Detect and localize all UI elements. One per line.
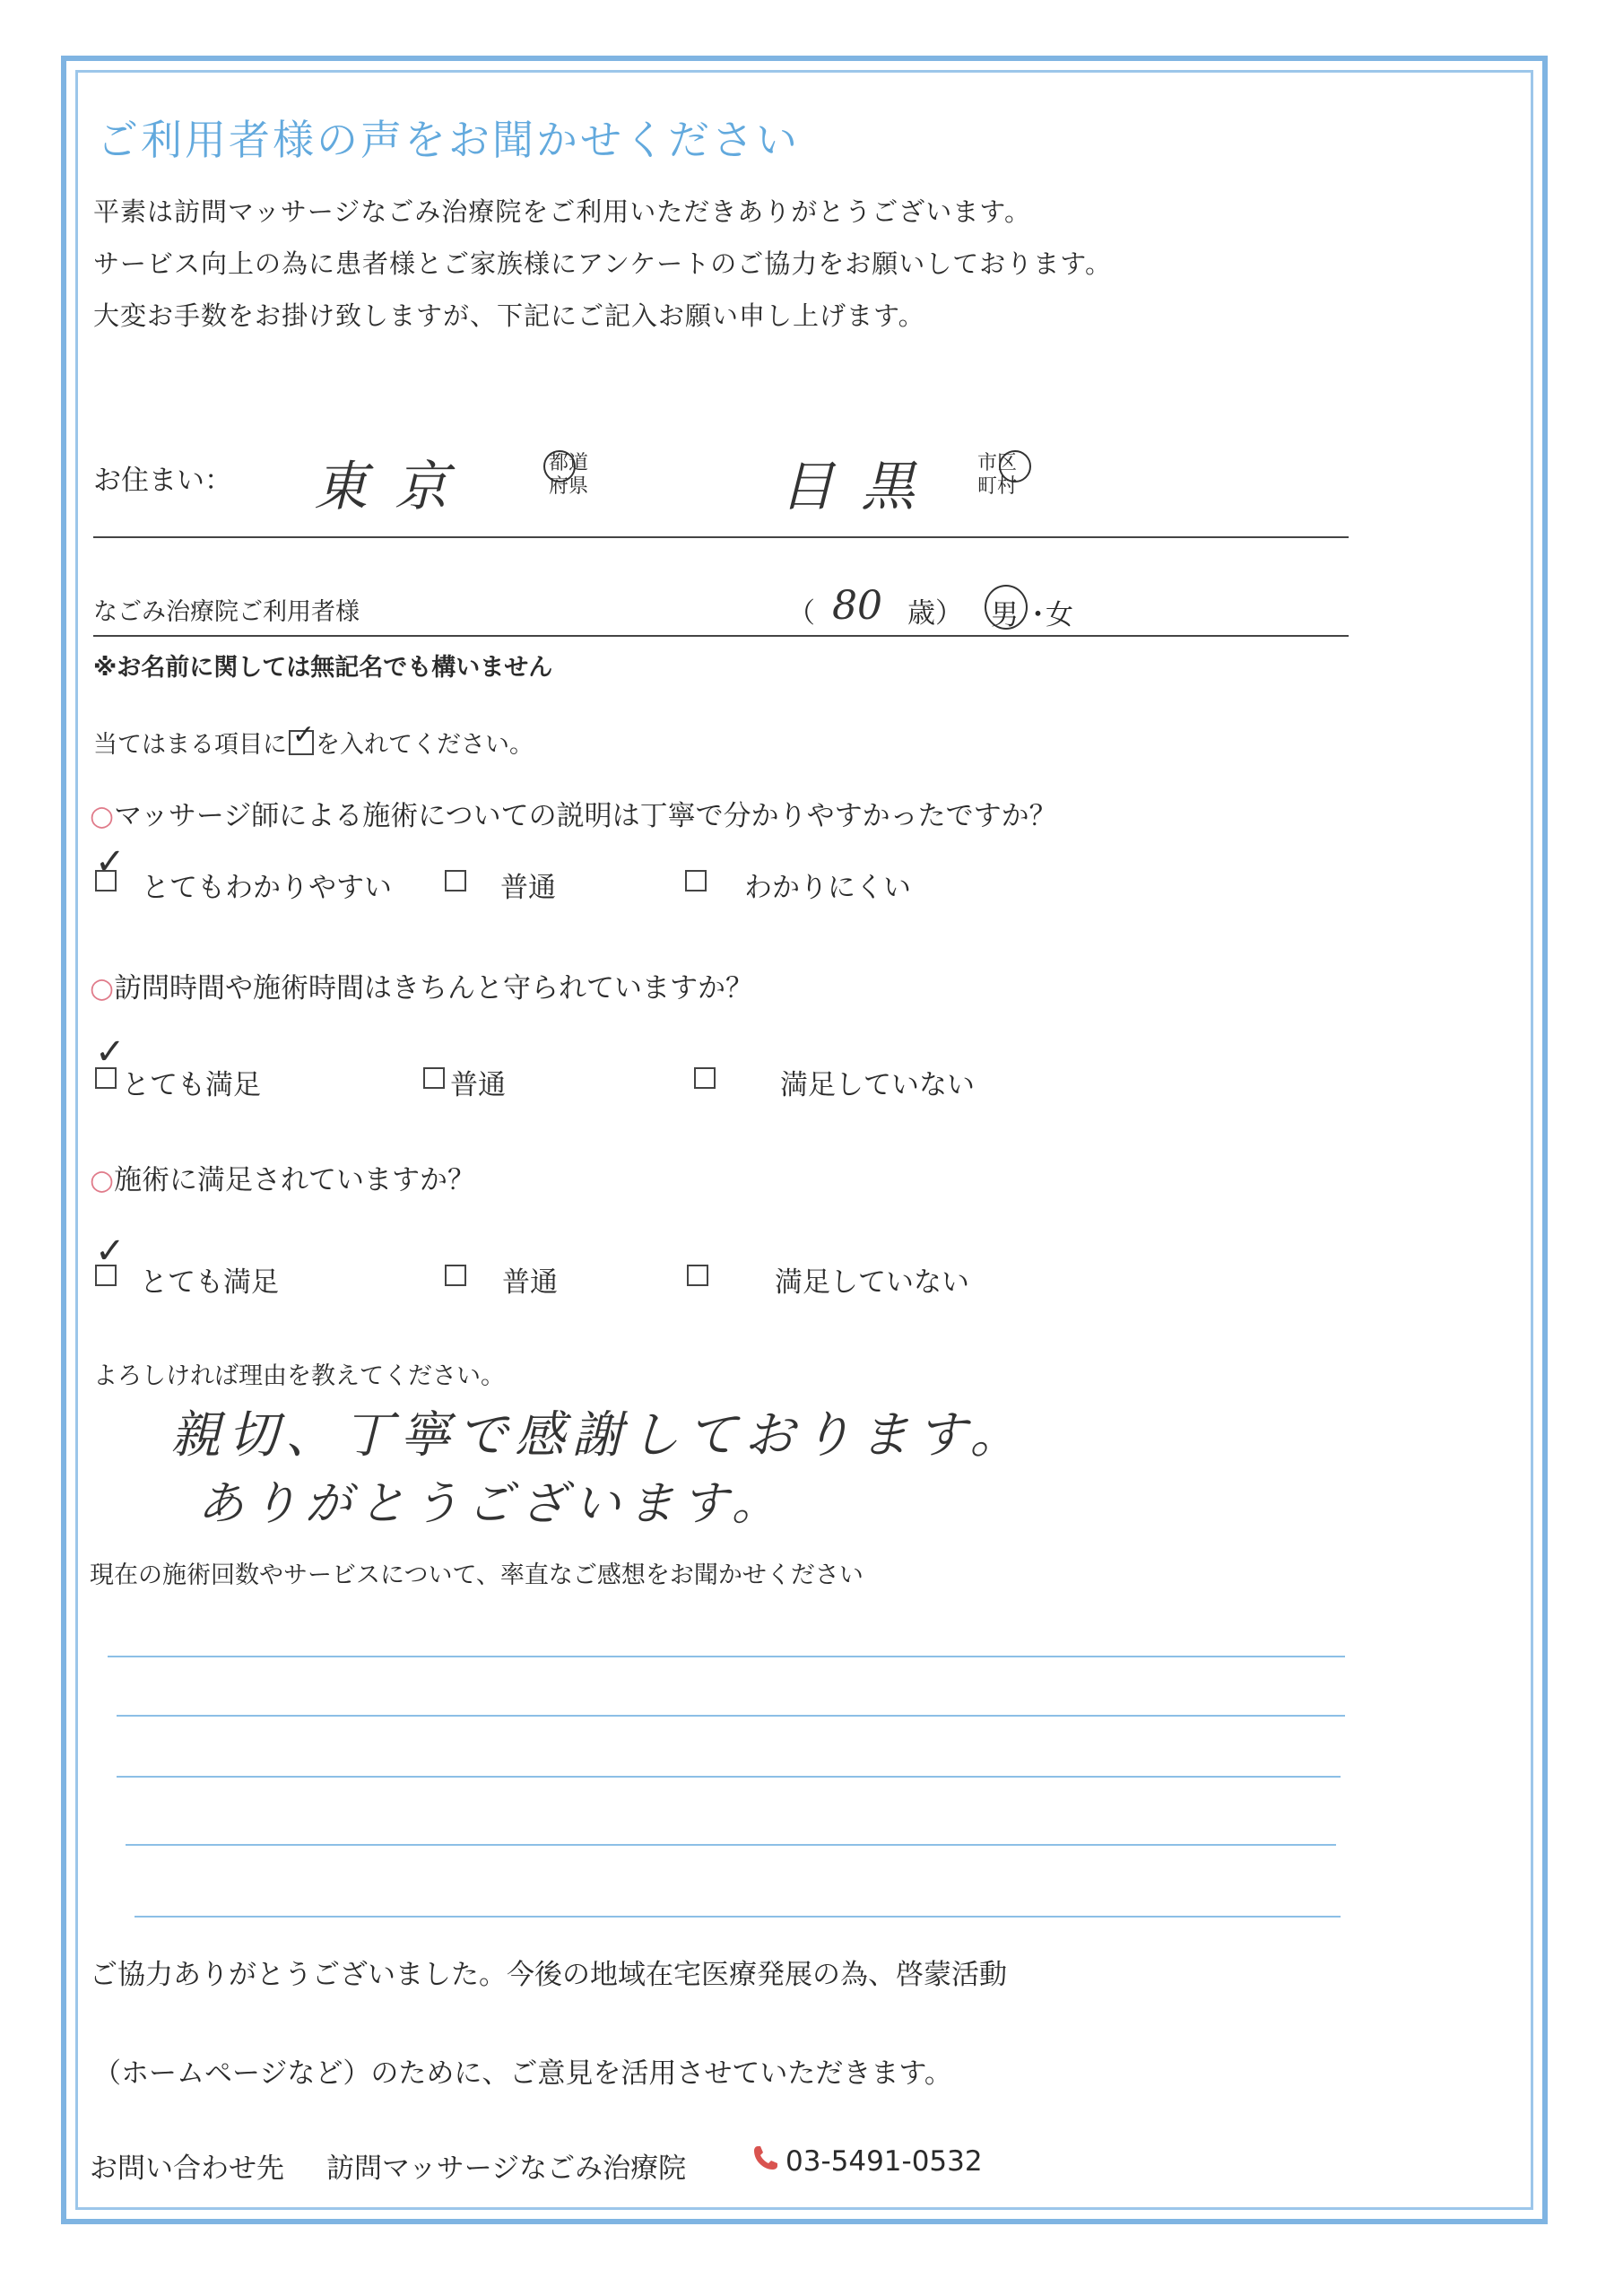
feedback-line-2[interactable] bbox=[117, 1715, 1345, 1717]
q3-option-3-checkbox[interactable] bbox=[687, 1265, 708, 1286]
inner-border bbox=[75, 70, 1533, 2210]
name-note: ※お名前に関しては無記名でも構いません bbox=[93, 654, 553, 682]
reason-prompt: よろしければ理由を教えてください。 bbox=[93, 1362, 505, 1390]
user-label: なごみ治療院ご利用者様 bbox=[93, 598, 360, 626]
address-underline bbox=[93, 536, 1349, 538]
question-3: ○施術に満足されていますか？ bbox=[90, 1164, 476, 1196]
age-close: 歳） bbox=[907, 597, 963, 630]
form-title: ご利用者様の声をお聞かせください bbox=[97, 116, 800, 164]
gender-female[interactable]: 女 bbox=[1046, 599, 1073, 631]
q2-check-icon: ✓ bbox=[95, 1031, 126, 1073]
question-2: ○訪問時間や施術時間はきちんと守られていますか？ bbox=[90, 972, 754, 1004]
age-value[interactable]: 80 bbox=[832, 583, 882, 629]
q2-option-2-label: 普通 bbox=[450, 1069, 506, 1101]
closing-line-1: ご協力ありがとうございました。今後の地域在宅医療発展の為、啓蒙活動 bbox=[90, 1959, 1007, 1991]
user-underline bbox=[93, 635, 1349, 637]
gender-separator: ・ bbox=[1024, 599, 1052, 631]
contact-label: お問い合わせ先 bbox=[90, 2152, 284, 2185]
intro-line-1: 平素は訪問マッサージなごみ治療院をご利用いただきありがとうございます。 bbox=[93, 196, 1031, 227]
feedback-prompt: 現在の施術回数やサービスについて、率直なご感想をお聞かせください bbox=[90, 1561, 864, 1589]
reason-answer-line-1[interactable]: 親切、丁寧で感謝しております。 bbox=[170, 1406, 1028, 1465]
city-suffix: 市区 町村 bbox=[977, 452, 1018, 498]
intro-line-2: サービス向上の為に患者様とご家族様にアンケートのご協力をお願いしております。 bbox=[93, 248, 1112, 279]
q3-option-2-checkbox[interactable] bbox=[445, 1265, 466, 1286]
q1-option-1-label: とてもわかりやすい bbox=[142, 872, 392, 904]
q3-option-1-label: とても満足 bbox=[140, 1266, 279, 1299]
q2-option-2-checkbox[interactable] bbox=[423, 1067, 445, 1089]
contact-phone[interactable]: 03-5491-0532 bbox=[785, 2145, 983, 2178]
intro-line-3: 大変お手数をお掛け致しますが、下記にご記入お願い申し上げます。 bbox=[93, 300, 925, 331]
instruction-text: 当てはまる項目に ✓ を入れてください。 bbox=[93, 719, 534, 759]
q1-option-2-label: 普通 bbox=[500, 872, 556, 904]
closing-line-2: （ホームページなど）のために、ご意見を活用させていただきます。 bbox=[93, 2057, 952, 2090]
q2-option-3-checkbox[interactable] bbox=[694, 1067, 716, 1089]
reason-answer-line-2[interactable]: ありがとうございます。 bbox=[197, 1477, 785, 1531]
q1-check-icon: ✓ bbox=[95, 841, 126, 883]
city-value[interactable]: 目黒 bbox=[780, 456, 942, 518]
q3-option-3-label: 満足していない bbox=[775, 1266, 969, 1299]
q2-option-3-label: 満足していない bbox=[780, 1069, 975, 1101]
phone-icon bbox=[751, 2144, 780, 2172]
q1-option-2-checkbox[interactable] bbox=[445, 870, 466, 891]
q3-option-2-label: 普通 bbox=[502, 1266, 558, 1299]
instruction-checkbox-icon: ✓ bbox=[289, 730, 314, 755]
q3-check-icon: ✓ bbox=[95, 1231, 126, 1272]
feedback-line-5[interactable] bbox=[135, 1916, 1341, 1918]
feedback-line-3[interactable] bbox=[117, 1776, 1341, 1778]
gender-male[interactable]: 男 bbox=[991, 599, 1019, 631]
clinic-name: 訪問マッサージなごみ治療院 bbox=[326, 2152, 687, 2185]
address-label: お住まい： bbox=[93, 465, 232, 497]
question-1: ○マッサージ師による施術についての説明は丁寧で分かりやすかったですか？ bbox=[90, 800, 1057, 832]
prefecture-suffix: 都道 府県 bbox=[549, 452, 589, 498]
prefecture-value[interactable]: 東京 bbox=[314, 456, 475, 518]
q1-option-3-checkbox[interactable] bbox=[685, 870, 707, 891]
feedback-line-1[interactable] bbox=[108, 1656, 1345, 1657]
age-open-paren: （ bbox=[787, 597, 815, 630]
q1-option-3-label: わかりにくい bbox=[744, 872, 911, 904]
feedback-line-4[interactable] bbox=[126, 1844, 1336, 1846]
q2-option-1-label: とても満足 bbox=[122, 1069, 261, 1101]
